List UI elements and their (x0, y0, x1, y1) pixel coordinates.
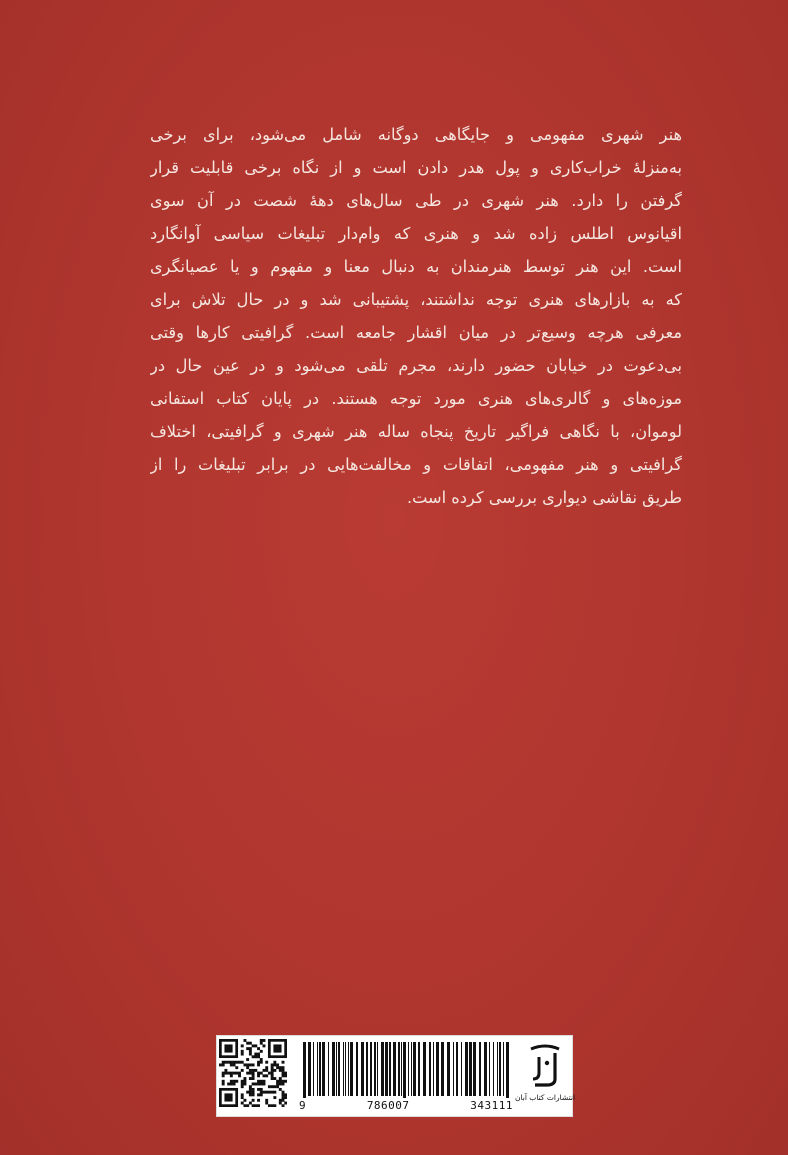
isbn-group-1: 786007 (366, 1098, 410, 1112)
isbn-prefix: 9 (299, 1098, 307, 1112)
blurb-line: معرفی هرچه وسیع‌تر در میان اقشار جامعه است. گرافیتی کارها وقتی (150, 323, 682, 342)
isbn-digits (295, 1098, 517, 1112)
publisher-name: انتشارات کتاب آبان (514, 1093, 576, 1102)
blurb-line: موزه‌های و گالری‌های هنری مورد توجه هستند. در پایان کتاب استفانی (150, 389, 682, 408)
blurb-text (150, 118, 682, 514)
blurb-line: به‌منزلهٔ خراب‌کاری و پول هدر دادن است و از نگاه برخی قابلیت قرار (150, 158, 682, 177)
blurb-line: است. این هنر توسط هنرمندان به دنبال معنا و مفهوم و یا عصیانگری (150, 257, 682, 276)
blurb-line: که به بازارهای هنری توجه نداشتند، پشتیبانی شد و در حال تلاش برای (150, 290, 682, 309)
qr-code-icon (219, 1039, 287, 1107)
publisher-logo (514, 1039, 576, 1113)
blurb-line: گرفتن را دارد. هنر شهری در طی سال‌های دههٔ شصت در آن سوی (150, 191, 682, 210)
blurb-line: طریق نقاشی دیواری بررسی کرده است. (406, 488, 682, 507)
blurb-line: گرافیتی و هنر مفهومی، اتفاقات و مخالفت‌هایی در برابر تبلیغات را از (150, 455, 682, 474)
isbn-barcode (295, 1040, 517, 1112)
aban-logo-icon (525, 1039, 565, 1091)
barcode-strip (216, 1035, 576, 1117)
isbn-group-2: 343111 (470, 1098, 513, 1112)
blurb-line: اقیانوس اطلس زاده شد و هنری که وام‌دار تبلیغات سیاسی آوانگارد (150, 224, 682, 243)
blurb-line: لوموان، با نگاهی فراگیر تاریخ پنجاه ساله هنر شهری و گرافیتی، اختلاف (150, 422, 682, 441)
blurb-line: هنر شهری مفهومی و جایگاهی دوگانه شامل می‌شود، برای برخی (150, 125, 682, 144)
blurb-line: بی‌دعوت در خیابان حضور دارند، مجرم تلقی می‌شود و در عین حال در (150, 356, 682, 375)
